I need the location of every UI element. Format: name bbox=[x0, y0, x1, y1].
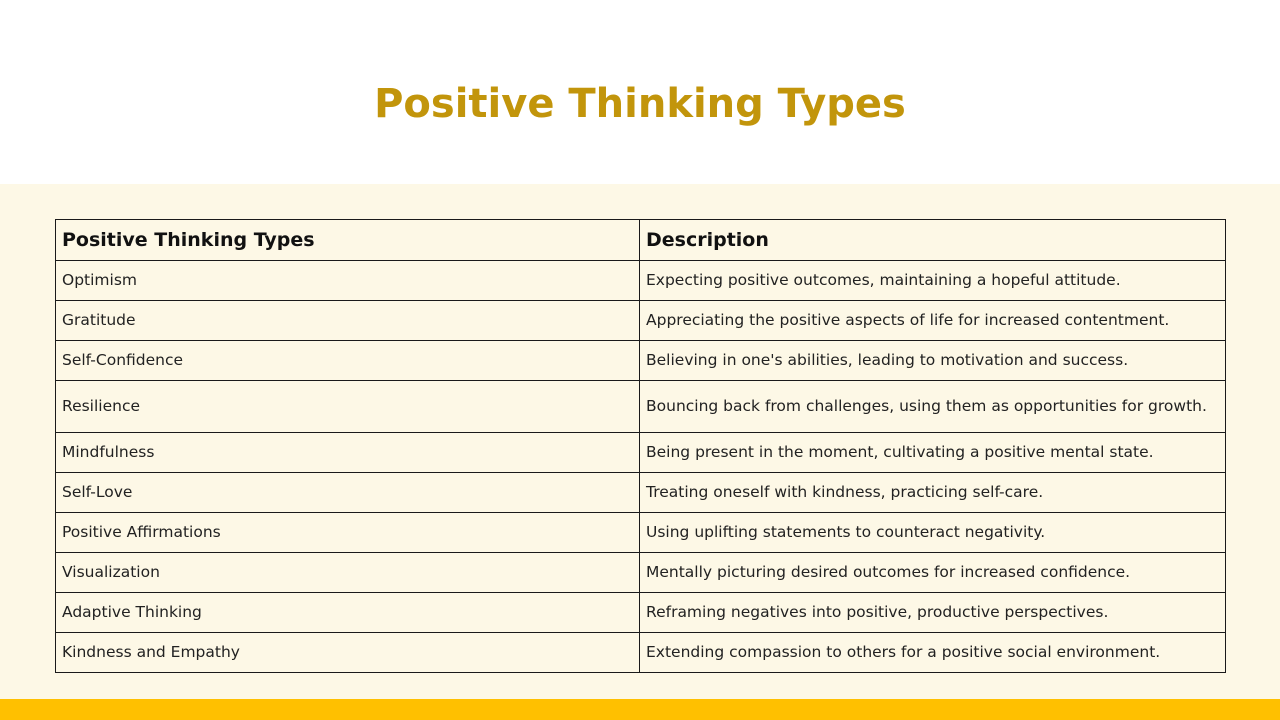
description-cell: Extending compassion to others for a positive social environment. bbox=[640, 633, 1226, 673]
table-row bbox=[56, 341, 1226, 381]
table-row bbox=[56, 633, 1226, 673]
table-row bbox=[56, 473, 1226, 513]
type-cell: Self-Love bbox=[56, 473, 640, 513]
column-header-type: Positive Thinking Types bbox=[56, 220, 640, 261]
type-cell: Visualization bbox=[56, 553, 640, 593]
description-cell: Reframing negatives into positive, productive perspectives. bbox=[640, 593, 1226, 633]
type-cell: Mindfulness bbox=[56, 433, 640, 473]
description-cell: Treating oneself with kindness, practicing self-care. bbox=[640, 473, 1226, 513]
table-header-row bbox=[56, 220, 1226, 261]
table-row bbox=[56, 381, 1226, 433]
description-cell: Bouncing back from challenges, using them as opportunities for growth. bbox=[640, 381, 1226, 433]
description-cell: Expecting positive outcomes, maintaining a hopeful attitude. bbox=[640, 261, 1226, 301]
table-row bbox=[56, 513, 1226, 553]
type-cell: Kindness and Empathy bbox=[56, 633, 640, 673]
title-area bbox=[0, 0, 1280, 184]
description-cell: Mentally picturing desired outcomes for increased confidence. bbox=[640, 553, 1226, 593]
table-row bbox=[56, 261, 1226, 301]
description-cell: Using uplifting statements to counteract negativity. bbox=[640, 513, 1226, 553]
column-header-description: Description bbox=[640, 220, 1226, 261]
slide-title: Positive Thinking Types bbox=[374, 81, 906, 127]
type-cell: Optimism bbox=[56, 261, 640, 301]
table-row bbox=[56, 433, 1226, 473]
type-cell: Gratitude bbox=[56, 301, 640, 341]
table-row bbox=[56, 301, 1226, 341]
positive-thinking-table bbox=[55, 219, 1226, 673]
type-cell: Adaptive Thinking bbox=[56, 593, 640, 633]
table-row bbox=[56, 553, 1226, 593]
bottom-accent-bar bbox=[0, 699, 1280, 720]
description-cell: Appreciating the positive aspects of life for increased contentment. bbox=[640, 301, 1226, 341]
table-row bbox=[56, 593, 1226, 633]
type-cell: Resilience bbox=[56, 381, 640, 433]
type-cell: Positive Affirmations bbox=[56, 513, 640, 553]
description-cell: Believing in one's abilities, leading to motivation and success. bbox=[640, 341, 1226, 381]
description-cell: Being present in the moment, cultivating a positive mental state. bbox=[640, 433, 1226, 473]
type-cell: Self-Confidence bbox=[56, 341, 640, 381]
